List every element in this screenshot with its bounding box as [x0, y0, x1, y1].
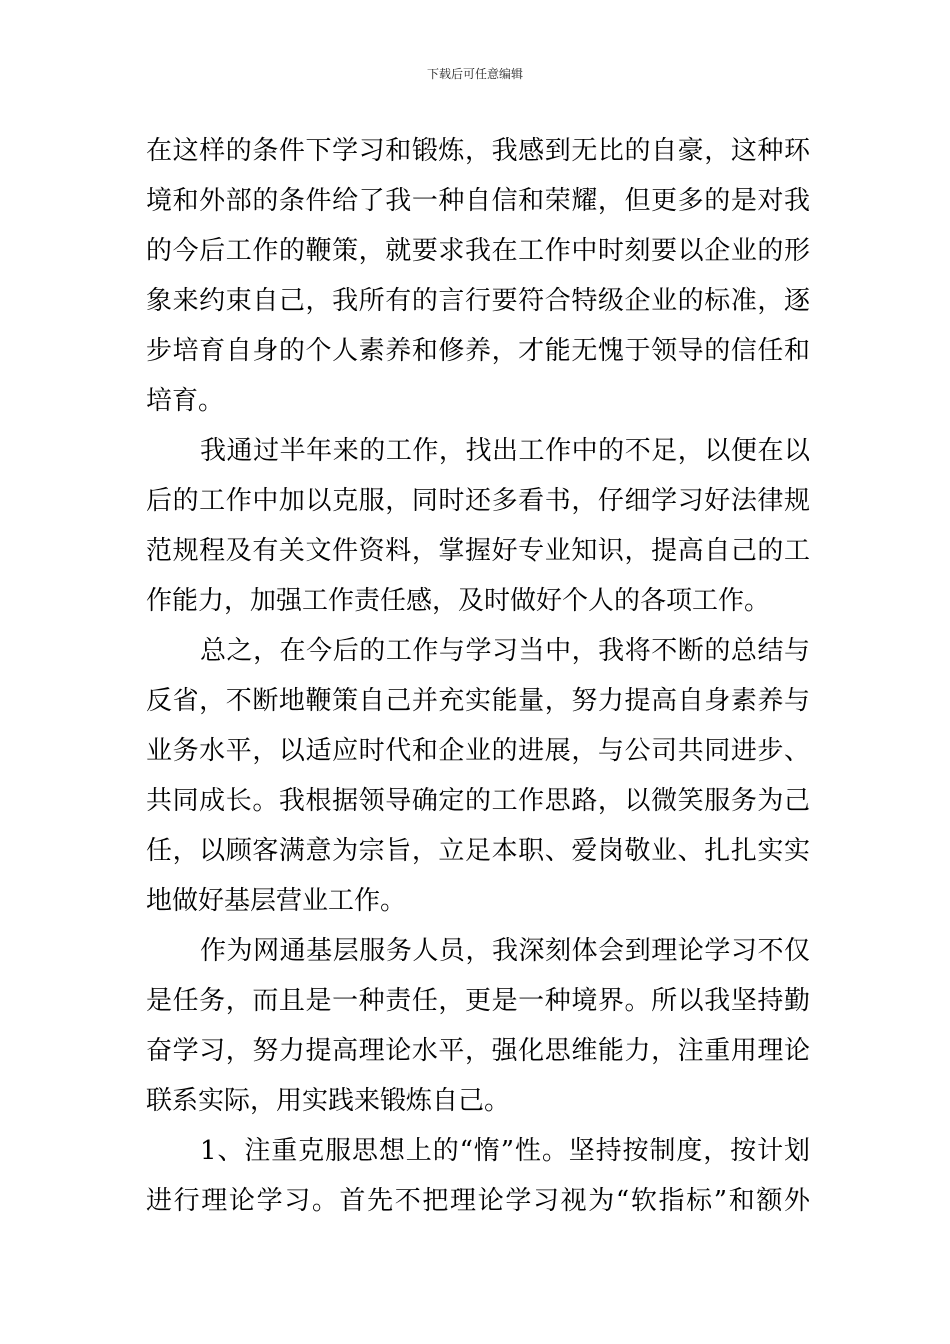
- text-line: 任，以顾客满意为宗旨，立足本职、爱岗敬业、扎扎实实: [146, 836, 810, 866]
- paragraph-start-line: 作为网通基层服务人员，我深刻体会到理论学习不仅: [200, 936, 810, 966]
- text-line: 进行理论学习。首先不把理论学习视为“软指标”和额外: [146, 1186, 810, 1216]
- text-line: 的今后工作的鞭策，就要求我在工作中时刻要以企业的形: [146, 236, 810, 266]
- text-line: 作能力，加强工作责任感，及时做好个人的各项工作。: [146, 586, 771, 616]
- paragraph-start-line: 总之，在今后的工作与学习当中，我将不断的总结与: [200, 636, 810, 666]
- text-line: 联系实际，用实践来锻炼自己。: [146, 1086, 511, 1116]
- text-line: 范规程及有关文件资料，掌握好专业知识，提高自己的工: [146, 536, 810, 566]
- text-line: 反省，不断地鞭策自己并充实能量，努力提高自身素养与: [146, 686, 810, 716]
- text-line: 培育。: [146, 386, 225, 416]
- paragraph-start-line: 我通过半年来的工作，找出工作中的不足，以便在以: [200, 436, 810, 466]
- text-line: 境和外部的条件给了我一种自信和荣耀，但更多的是对我: [146, 186, 810, 216]
- paragraph-start-line: 1、注重克服思想上的“惰”性。坚持按制度，按计划: [200, 1136, 810, 1166]
- text-line: 业务水平，以适应时代和企业的进展，与公司共同进步、: [146, 736, 810, 766]
- text-line: 象来约束自己，我所有的言行要符合特级企业的标准，逐: [146, 286, 810, 316]
- text-line: 后的工作中加以克服，同时还多看书，仔细学习好法律规: [146, 486, 810, 516]
- text-line: 步培育自身的个人素养和修养，才能无愧于领导的信任和: [146, 336, 810, 366]
- text-line: 奋学习，努力提高理论水平，强化思维能力，注重用理论: [146, 1036, 810, 1066]
- text-line: 是任务，而且是一种责任，更是一种境界。所以我坚持勤: [146, 986, 810, 1016]
- text-line: 地做好基层营业工作。: [146, 886, 407, 916]
- header-note: 下载后可任意编辑: [426, 67, 523, 81]
- text-line: 在这样的条件下学习和锻炼，我感到无比的自豪，这种环: [146, 136, 810, 166]
- document-body: [146, 126, 810, 1226]
- text-line: 共同成长。我根据领导确定的工作思路，以微笑服务为己: [146, 786, 810, 816]
